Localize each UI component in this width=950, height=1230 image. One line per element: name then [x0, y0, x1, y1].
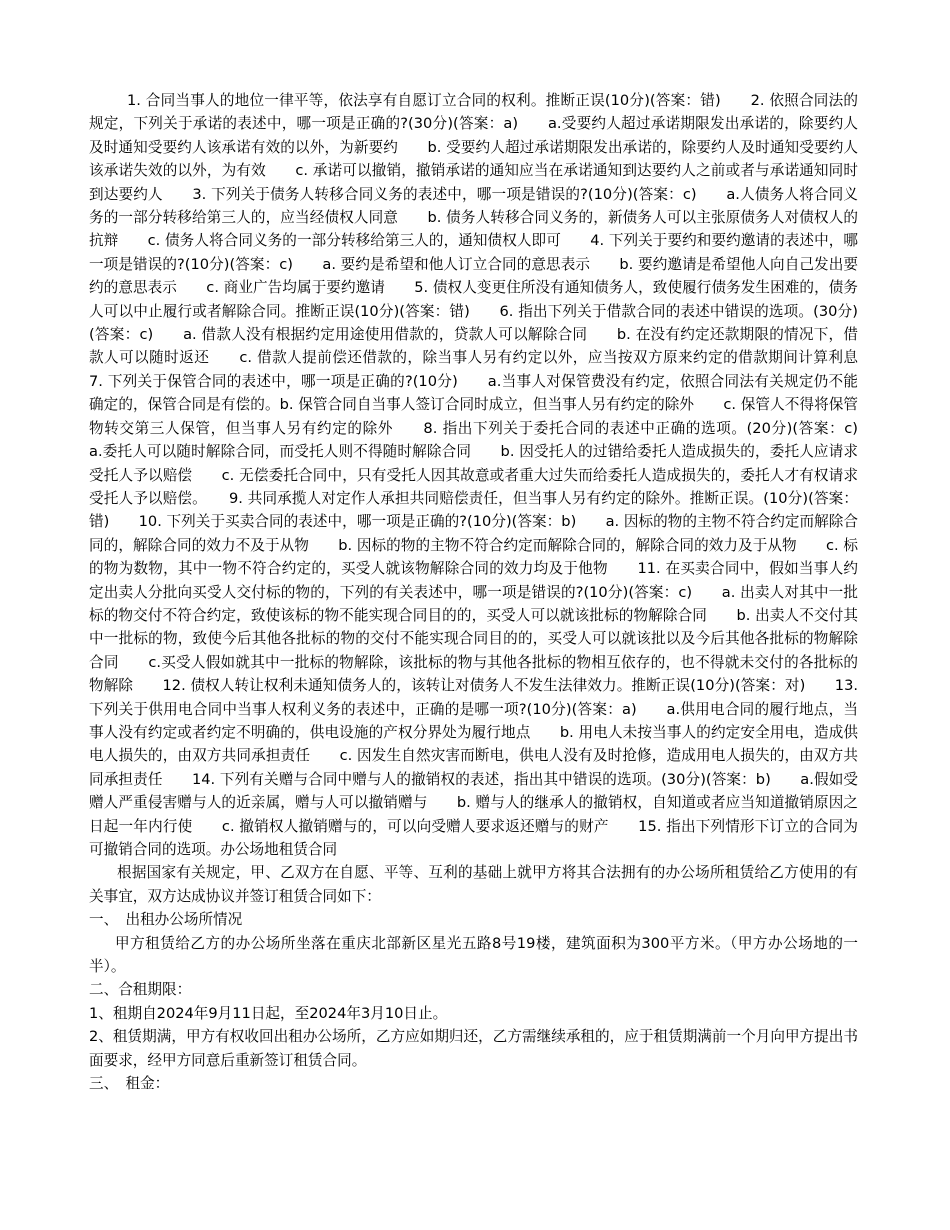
- contract-preamble: 根据国家有关规定，甲、乙双方在自愿、平等、互利的基础上就甲方将其合法拥有的办公场所租赁给乙方使用的有关事宜，双方达成协议并签订租赁合同如下：: [89, 864, 858, 905]
- document-page: [89, 89, 888, 1095]
- section-heading-2: 二、合租期限：: [89, 981, 192, 999]
- section-heading-1: 一、 出租办公场所情况: [89, 911, 243, 929]
- section-heading-3: 三、 租金：: [89, 1075, 170, 1093]
- section-1-body: 甲方租赁给乙方的办公场所坐落在重庆北部新区星光五路8号19楼，建筑面积为300平方米。（甲方办公场地的一半）。: [89, 934, 858, 976]
- quiz-paragraph: 1. 合同当事人的地位一律平等，依法享有自愿订立合同的权利。推断正误(10分)(答案：错) 2. 依照合同法的规定，下列关于承诺的表述中，哪一项是正确的?(30分)(答案：a) a.受要约人超过承诺期限发出承诺的，除要约人及时通知受要约人该承诺有效的以外，为新要约 b. 受要约人超过承诺期限发出承诺的，除要约人及时通知受要约人该承诺失效的以外，为有效 c. 承诺可以撤销，撤销承诺的通知应当在承诺通知到达要约人之前或者与承诺通知同时到达要约人 3. 下列关于债务人转移合同义务的表述中，哪一项是错误的?(10分)(答案：c) a.人债务人将合同义务的一部分转移给第三人的，应当经债权人同意 b. 债务人转移合同义务的，新债务人可以主张原债务人对债权人的抗辩 c. 债务人将合同义务的一部分转移给第三人的，通知债权人即可 4. 下列关于要约和要约邀请的表述中，哪一项是错误的?(10分)(答案：c) a. 要约是希望和他人订立合同的意思表示 b. 要约邀请是希望他人向自己发出要约的意思表示 c. 商业广告均属于要约邀请 5. 债权人变更住所没有通知债务人，致使履行债务发生困难的，债务人可以中止履行或者解除合同。推断正误(10分)(答案：错) 6. 指出下列关于借款合同的表述中错误的选项。(30分)(答案：c) a. 借款人没有根据约定用途使用借款的，贷款人可以解除合同 b. 在没有约定还款期限的情况下，借款人可以随时返还 c. 借款人提前偿还借款的，除当事人另有约定以外，应当按双方原来约定的借款期间计算利息 7. 下列关于保管合同的表述中，哪一项是正确的?(10分) a.当事人对保管费没有约定，依照合同法有关规定仍不能确定的，保管合同是有偿的。b. 保管合同自当事人签订合同时成立，但当事人另有约定的除外 c. 保管人不得将保管物转交第三人保管，但当事人另有约定的除外 8. 指出下列关于委托合同的表述中正确的选项。(20分)(答案：c) a.委托人可以随时解除合同，而受托人则不得随时解除合同 b. 因受托人的过错给委托人造成损失的，委托人应请求受托人予以赔偿 c. 无偿委托合同中，只有受托人因其故意或者重大过失而给委托人造成损失的，委托人才有权请求受托人予以赔偿。 9. 共同承揽人对定作人承担共同赔偿责任，但当事人另有约定的除外。推断正误。(10分)(答案：错) 10. 下列关于买卖合同的表述中，哪一项是正确的?(10分)(答案：b) a. 因标的物的主物不符合约定而解除合同的，解除合同的效力不及于从物 b. 因标的物的主物不符合约定而解除合同的，解除合同的效力及于从物 c. 标的物为数物，其中一物不符合约定的，买受人就该物解除合同的效力均及于他物 11. 在买卖合同中，假如当事人约定出卖人分批向买受人交付标的物的，下列的有关表述中，哪一项是错误的?(10分)(答案：c) a. 出卖人对其中一批标的物交付不符合约定，致使该标的物不能实现合同目的的，买受人可以就该批标的物解除合同 b. 出卖人不交付其中一批标的物，致使今后其他各批标的物的交付不能实现合同目的的，买受人可以就该批以及今后其他各批标的物解除合同 c.买受人假如就其中一批标的物解除，该批标的物与其他各批标的物相互依存的，也不得就未交付的各批标的物解除 12. 债权人转让权利未通知债务人的，该转让对债务人不发生法律效力。推断正误(10分)(答案：对) 13. 下列关于供用电合同中当事人权利义务的表述中，正确的是哪一项?(10分)(答案：a) a.供用电合同的履行地点，当事人没有约定或者约定不明确的，供电设施的产权分界处为履行地点 b. 用电人未按当事人的约定安全用电，造成供电人损失的，由双方共同承担责任 c. 因发生自然灾害而断电，供电人没有及时抢修，造成用电人损失的，由双方共同承担责任 14. 下列有关赠与合同中赠与人的撤销权的表述，指出其中错误的选项。(30分)(答案：b) a.假如受赠人严重侵害赠与人的近亲属，赠与人可以撤销赠与 b. 赠与人的继承人的撤销权，自知道或者应当知道撤销原因之日起一年内行使 c. 撤销权人撤销赠与的，可以向受赠人要求返还赠与的财产 15. 指出下列情形下订立的合同为可撤销合同的选项。办公场地租赁合同: [89, 92, 888, 858]
- section-2-item-1: 1、租期自2024年9月11日起，至2024年3月10日止。: [89, 1004, 448, 1022]
- section-2-item-2: 2、租赁期满，甲方有权收回出租办公场所，乙方应如期归还，乙方需继续承租的，应于租赁期满前一个月向甲方提出书面要求，经甲方同意后重新签订租赁合同。: [89, 1028, 858, 1069]
